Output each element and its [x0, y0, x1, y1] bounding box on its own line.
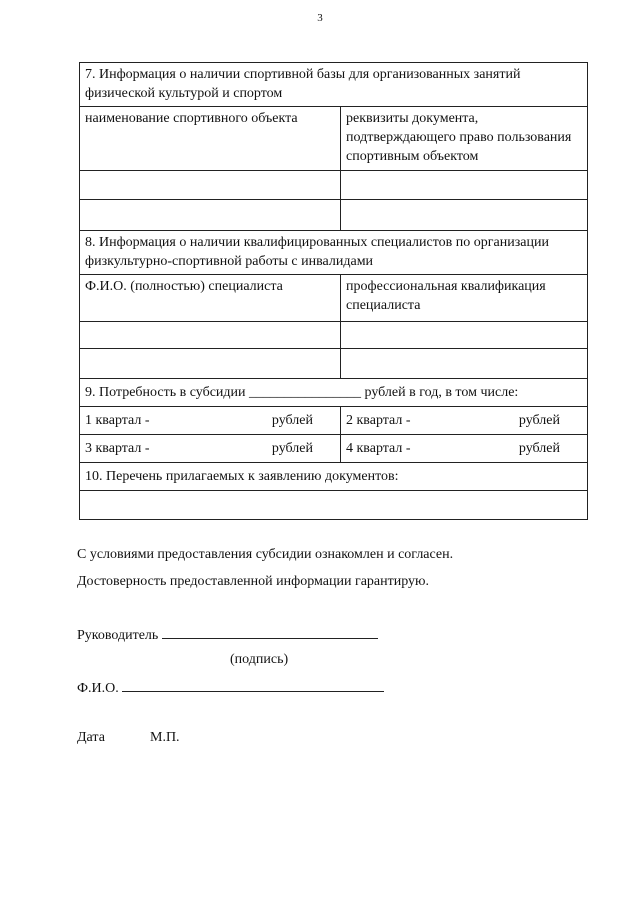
- section-8-row-2-qualification-cell[interactable]: [341, 349, 588, 379]
- section-8-row-2-fio-cell[interactable]: [80, 349, 341, 379]
- head-signature-line: [77, 624, 378, 645]
- quarter-3-label: 3 квартал -: [85, 440, 150, 456]
- section-8-col-fio: Ф.И.О. (полностью) специалиста: [80, 275, 341, 322]
- section-10-title: 10. Перечень прилагаемых к заявлению документов:: [80, 463, 588, 491]
- section-7-empty-row-2: [80, 200, 588, 231]
- seal-label: М.П.: [150, 730, 180, 745]
- section-10-header-row: [80, 463, 588, 491]
- section-7-empty-row-1: [80, 171, 588, 200]
- quarter-3-currency: рублей: [271, 440, 313, 456]
- section-8-row-1-fio-cell[interactable]: [80, 322, 341, 349]
- head-label: Руководитель: [77, 628, 159, 643]
- section-10-documents-cell[interactable]: [80, 491, 588, 520]
- application-form-table: [79, 62, 588, 520]
- section-8-title: 8. Информация о наличии квалифицированных специалистов по организации физкультурно-спортивной работы с инвалидами: [80, 231, 588, 275]
- section-7-row-2-object-cell[interactable]: [80, 200, 341, 231]
- section-7-col-object-name: наименование спортивного объекта: [80, 107, 341, 171]
- quarter-1-label: 1 квартал -: [85, 412, 150, 428]
- section-7-row-1-object-cell[interactable]: [80, 171, 341, 200]
- section-9-quarters-row-1: [80, 407, 588, 435]
- quarter-4-label: 4 квартал -: [346, 440, 411, 456]
- section-8-empty-row-1: [80, 322, 588, 349]
- quarter-2-currency: рублей: [518, 412, 561, 428]
- section-7-title: 7. Информация о наличии спортивной базы для организованных занятий физической культурой и спортом: [80, 63, 588, 107]
- page-number: 3: [317, 12, 323, 24]
- fio-line: [77, 677, 384, 698]
- section-8-header-row: [80, 231, 588, 275]
- section-9-quarters-row-2: [80, 435, 588, 463]
- quarter-1-cell[interactable]: [80, 407, 341, 435]
- section-10-empty-row: [80, 491, 588, 520]
- section-8-empty-row-2: [80, 349, 588, 379]
- section-7-row-2-document-cell[interactable]: [341, 200, 588, 231]
- quarter-3-cell[interactable]: [80, 435, 341, 463]
- fio-label: Ф.И.О.: [77, 681, 119, 696]
- head-signature-field[interactable]: [162, 624, 378, 639]
- section-7-columns-row: [80, 107, 588, 171]
- section-9-title: 9. Потребность в субсидии ________________ рублей в год, в том числе:: [80, 379, 588, 407]
- section-8-columns-row: [80, 275, 588, 322]
- section-7-col-document-details: реквизиты документа, подтверждающего право пользования спортивным объектом: [341, 107, 588, 171]
- guarantee-statement: Достоверность предоставленной информации гарантирую.: [77, 574, 430, 589]
- section-8-col-qualification: профессиональная квалификация специалиста: [341, 275, 588, 322]
- section-8-row-1-qualification-cell[interactable]: [341, 322, 588, 349]
- quarter-4-cell[interactable]: [341, 435, 588, 463]
- section-7-row-1-document-cell[interactable]: [341, 171, 588, 200]
- quarter-4-currency: рублей: [518, 440, 561, 456]
- signature-caption: (подпись): [230, 652, 289, 667]
- agreement-statement: С условиями предоставления субсидии ознакомлен и согласен.: [77, 547, 454, 562]
- section-9-header-row: [80, 379, 588, 407]
- quarter-1-currency: рублей: [271, 412, 313, 428]
- quarter-2-cell[interactable]: [341, 407, 588, 435]
- date-label: Дата: [77, 730, 105, 745]
- quarter-2-label: 2 квартал -: [346, 412, 411, 428]
- fio-field[interactable]: [122, 677, 384, 692]
- section-7-header-row: [80, 63, 588, 107]
